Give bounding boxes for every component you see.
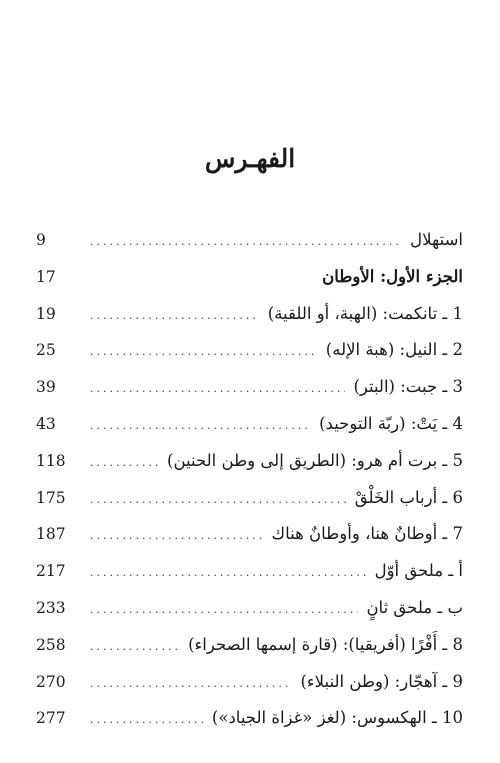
dot-leader: [90, 702, 204, 738]
dot-leader: [90, 298, 260, 334]
dot-leader: [90, 334, 318, 370]
dot-leader: [90, 445, 159, 481]
toc-entry: [36, 553, 463, 590]
table-of-contents: [36, 222, 463, 737]
toc-entry-title: 5 ـ برت أم هرو: (الطريق إلى وطن الحنين): [167, 450, 463, 470]
toc-entry-title: أ ـ ملحق أوّل: [374, 561, 463, 581]
toc-page-number: 187: [36, 525, 66, 544]
toc-entry: [36, 296, 463, 333]
dot-leader: [90, 592, 358, 628]
toc-page-number: 39: [36, 378, 56, 397]
dot-leader: [90, 666, 292, 702]
toc-entry-title: 4 ـ يَتْ: (ربّة التوحيد): [319, 413, 463, 433]
toc-page-number: 9: [36, 231, 46, 249]
toc-entry: [36, 664, 463, 701]
toc-page-number: 175: [36, 488, 66, 507]
toc-page-number: 277: [36, 709, 66, 728]
toc-entry-title: 8 ـ أَفْرًا (أفريقيا): (قارة إسمها الصحراء): [188, 634, 463, 654]
toc-entry-title: 3 ـ جبت: (البتر): [353, 377, 463, 397]
dot-leader: [90, 224, 402, 260]
toc-entry: [36, 332, 463, 369]
toc-page-number: 118: [36, 451, 66, 470]
toc-entry: [36, 590, 463, 627]
toc-entry: [36, 480, 463, 517]
toc-entry-title: 2 ـ النيل: (هبة الإله): [325, 340, 463, 360]
toc-part-heading: [36, 259, 463, 296]
toc-entry: [36, 222, 463, 259]
dot-leader: [90, 518, 263, 554]
toc-page-number: 43: [36, 414, 56, 433]
dot-leader: [90, 408, 311, 444]
toc-entry: [36, 627, 463, 664]
toc-entry-title: 10 ـ الهكسوس: (لغز «غزاة الجياد»): [211, 708, 463, 728]
toc-entry-title: 9 ـ آهجّار: (وطن النبلاء): [300, 671, 463, 691]
toc-entry-title: 1 ـ تانكمت: (الهبة، أو اللقية): [267, 303, 463, 323]
dot-leader: [90, 555, 367, 591]
toc-page-number: 19: [36, 304, 56, 323]
toc-entry: [36, 406, 463, 443]
toc-entry: [36, 700, 463, 737]
toc-entry-title: 7 ـ أوطانٌ هنا، وأوطانٌ هناك: [271, 524, 463, 544]
toc-page-number: 217: [36, 562, 66, 581]
toc-entry: [36, 443, 463, 480]
toc-page-number: 258: [36, 635, 66, 654]
toc-page-number: 25: [36, 341, 56, 360]
dot-leader: [90, 371, 345, 407]
toc-entry-title: الجزء الأول: الأوطان: [322, 266, 463, 286]
toc-page-number: 270: [36, 672, 66, 691]
toc-entry: [36, 516, 463, 553]
dot-leader: [90, 629, 180, 665]
toc-entry: [36, 369, 463, 406]
dot-leader: [90, 482, 347, 518]
toc-entry-title: استهلال: [410, 230, 463, 249]
toc-entry-title: ب ـ ملحق ثانٍ: [366, 597, 463, 617]
toc-page-number: 233: [36, 598, 66, 617]
page-title: الفهـرس: [204, 144, 296, 173]
toc-entry-title: 6 ـ أرباب الخَلْقْ: [354, 487, 463, 507]
toc-page-number: 17: [36, 267, 56, 286]
